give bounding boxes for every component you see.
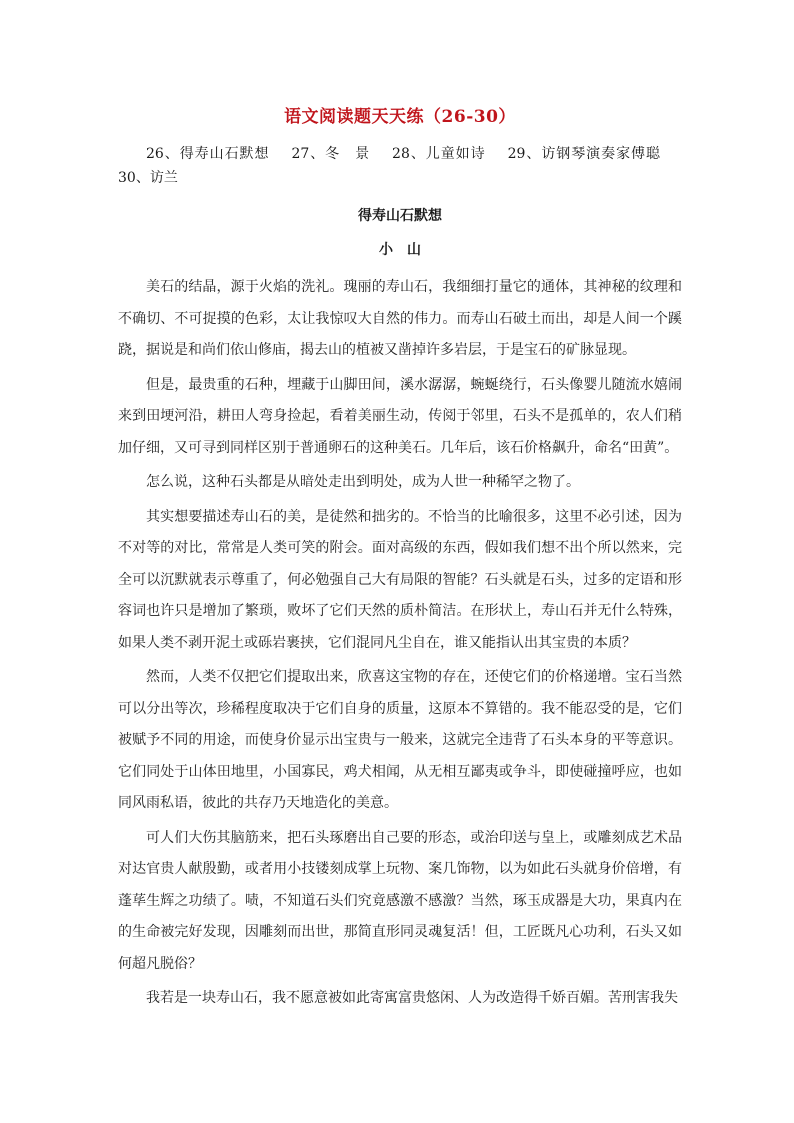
paragraph: 但是，最贵重的石种，埋藏于山脚田间，溪水潺潺，蜿蜒绕行，石头像婴儿随流水嬉闹来到田埂河沿，耕田人弯身捡起，看着美丽生动，传阅于邻里，石头不是孤单的，农人们稍加仔细，又可寻到同样区别于普通卵石的这种美石。几年后，该石价格飙升，命名“田黄”。 (118, 376, 682, 456)
paragraph: 怎么说，这种石头都是从暗处走出到明处，成为人世一种稀罕之物了。 (146, 474, 580, 490)
paragraph: 其实想要描述寿山石的美，是徒然和拙劣的。不恰当的比喻很多，这里不必引述，因为不对等的对比，常常是人类可笑的附会。面对高级的东西，假如我们想不出个所以然来，完全可以沉默就表示尊重了，何必勉强自己大有局限的智能？石头就是石头，过多的定语和形容词也许只是增加了繁琐，败坏了它们天然的质朴简洁。在形状上，寿山石并无什么特殊，如果人类不剥开泥土或砾岩裹挟，它们混同凡尘自在，谁又能指认出其宝贵的本质？ (118, 508, 682, 651)
toc-item: 27、冬 景 (291, 146, 371, 162)
toc-item: 26、得寿山石默想 (146, 146, 270, 162)
paragraph: 然而，人类不仅把它们提取出来，欣喜这宝物的存在，还使它们的价格递增。宝石当然可以分出等次，珍稀程度取决于它们自身的质量，这原本不算错的。我不能忍受的是，它们被赋予不同的用途，而使身价显示出宝贵与一般来，这就完全违背了石头本身的平等意识。它们同处于山体田地里，小国寡民，鸡犬相闻，从无相互鄙夷或争斗，即使碰撞呼应，也如同风雨私语，彼此的共存乃天地造化的美意。 (118, 669, 682, 811)
paragraph: 美石的结晶，源于火焰的洗礼。瑰丽的寿山石，我细细打量它的通体，其神秘的纹理和不确切、不可捉摸的色彩，太让我惊叹大自然的伟力。而寿山石破土而出，却是人间一个蹊跷，据说是和尚们依山修庙，揭去山的植被又凿掉许多岩层，于是宝石的矿脉显现。 (118, 279, 682, 358)
section-title: 得寿山石默想 (358, 208, 442, 224)
paragraph: 可人们大伤其脑筋来，把石头琢磨出自己要的形态，或治印送与皇上，或雕刻成艺术品对达官贵人献殷勤，或者用小技镂刻成掌上玩物、案几饰物，以为如此石头就身价倍增，有蓬荜生辉之功绩了。啧，不知道石头们究竟感激不感激？当然，琢玉成器是大功，果真内在的生命被完好发现，因雕刻而出世，那简直形同灵魂复活！但，工匠既凡心功利，石头又如何超凡脱俗？ (118, 829, 682, 972)
toc-item: 30、访兰 (118, 170, 178, 186)
table-of-contents (118, 142, 682, 190)
toc-item: 28、儿童如诗 (392, 146, 486, 162)
document-page (118, 104, 682, 1018)
toc-item: 29、访钢琴演奏家傅聪 (507, 146, 660, 162)
author-name: 小山 (379, 242, 435, 258)
paragraph: 我若是一块寿山石，我不愿意被如此寄寓富贵悠闲、人为改造得千娇百媚。苦刑害我失 (146, 990, 678, 1006)
document-title: 语文阅读题天天练（26-30） (284, 107, 516, 127)
